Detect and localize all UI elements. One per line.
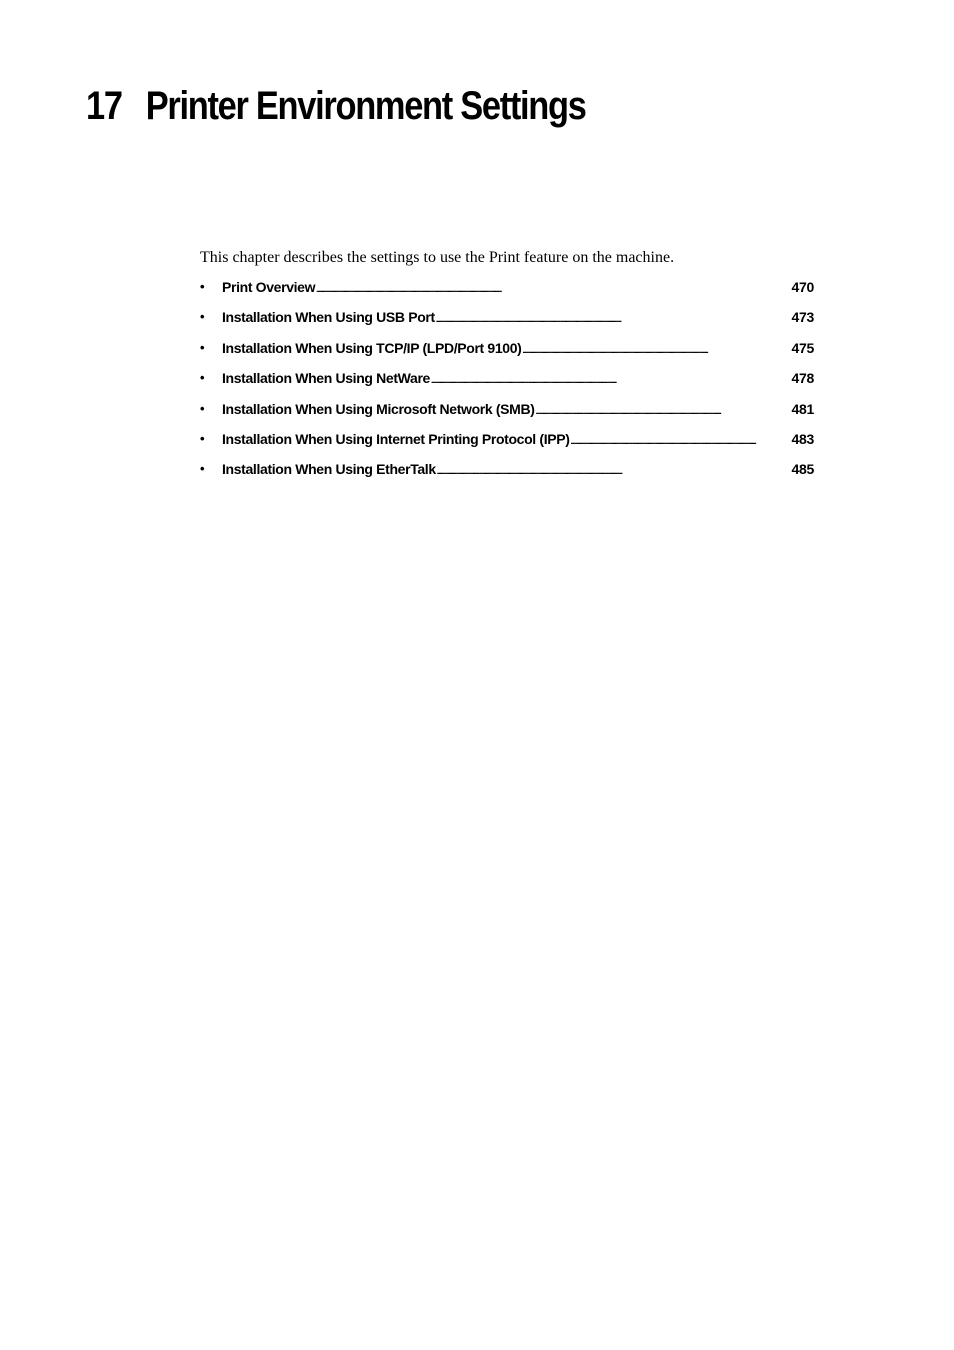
toc-item[interactable] (200, 337, 814, 367)
toc-page-number[interactable]: 485 (791, 461, 814, 478)
toc-title[interactable]: Print Overview (222, 279, 316, 295)
toc-item[interactable] (200, 306, 814, 336)
dot-leader (522, 340, 790, 362)
bullet: • (200, 309, 205, 325)
toc-page-number[interactable]: 481 (791, 400, 814, 417)
toc-title[interactable]: Installation When Using Internet Printing Protocol (IPP) (222, 430, 570, 447)
bullet: • (200, 339, 205, 355)
toc-entry[interactable] (222, 306, 814, 331)
dot-leader (436, 309, 791, 331)
chapter-toc (200, 276, 814, 489)
toc-page-number[interactable]: 483 (791, 430, 814, 447)
dot-leader (536, 401, 791, 423)
toc-item[interactable] (200, 398, 814, 428)
dot-leader (316, 279, 790, 301)
toc-entry[interactable] (222, 276, 814, 301)
toc-item[interactable] (200, 276, 814, 306)
toc-item[interactable] (200, 428, 814, 458)
toc-page-number[interactable]: 473 (791, 309, 814, 326)
toc-title[interactable]: Installation When Using EtherTalk (222, 461, 436, 478)
chapter-heading (86, 80, 586, 132)
toc-title[interactable]: Installation When Using NetWare (222, 370, 430, 387)
toc-page-number[interactable]: 478 (791, 370, 814, 387)
chapter-title: Printer Environment Settings (145, 84, 586, 128)
toc-page-number[interactable]: 475 (791, 339, 814, 356)
bullet: • (200, 400, 205, 416)
toc-entry[interactable] (222, 398, 814, 423)
toc-entry[interactable] (222, 458, 814, 483)
dot-leader (437, 461, 791, 483)
toc-entry[interactable] (222, 337, 814, 362)
chapter-number: 17 (86, 84, 122, 128)
toc-page-number[interactable]: 470 (791, 279, 814, 295)
toc-item[interactable] (200, 367, 814, 397)
bullet: • (200, 461, 205, 477)
toc-title[interactable]: Installation When Using Microsoft Network (SMB) (222, 400, 535, 417)
toc-entry[interactable] (222, 367, 814, 392)
chapter-intro: This chapter describes the settings to use the Print feature on the machine. (200, 249, 675, 266)
toc-title[interactable]: Installation When Using TCP/IP (LPD/Port 9100) (222, 339, 522, 356)
dot-leader (571, 431, 791, 453)
bullet: • (200, 279, 205, 294)
toc-item[interactable] (200, 458, 814, 488)
bullet: • (200, 370, 205, 386)
toc-entry[interactable] (222, 428, 814, 453)
toc-title[interactable]: Installation When Using USB Port (222, 309, 435, 326)
dot-leader (431, 370, 791, 392)
bullet: • (200, 430, 205, 446)
